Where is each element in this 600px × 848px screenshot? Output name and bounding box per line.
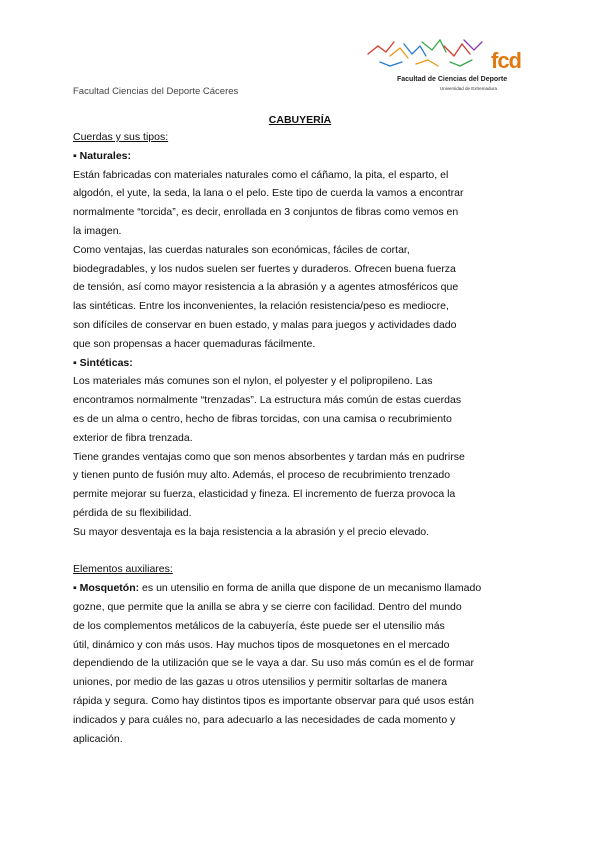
elementos-heading: Elementos auxiliares: (73, 563, 173, 576)
text-line: útil, dinámico y con más usos. Hay muchos tipos de mosquetones en el mercado (73, 638, 450, 651)
text-line: dependiendo de la utilización que se le vaya a dar. Su uso más común es el de formar (73, 657, 474, 670)
text-line: encontramos normalmente “trenzadas”. La estructura más común de estas cuerdas (73, 394, 462, 407)
text-line: la imagen. (73, 224, 122, 237)
logo-subcaption: Universidad de Extremadura (440, 86, 498, 91)
mosqueton-first-text: es un utensilio en forma de anilla que dispone de un mecanismo llamado (139, 582, 482, 595)
sinteticas-paragraph (73, 372, 513, 541)
text-line: pérdida de su flexibilidad. (73, 506, 192, 519)
text-line: las sintéticas. Entre los inconvenientes, la relación resistencia/peso es mediocre, (73, 300, 449, 313)
text-line: son difíciles de conservar en buen estado, y malas para juegos y actividades dado (73, 318, 457, 331)
document-body (73, 128, 513, 748)
naturales-paragraph (73, 166, 513, 354)
text-line: Tiene grandes ventajas como que son menos absorbentes y tardan más en pudrirse (73, 450, 465, 463)
text-line: biodegradables, y los nudos suelen ser fuertes y duraderos. Ofrecen buena fuerza (73, 262, 456, 275)
logo-caption: Facultad de Ciencias del Deporte (397, 76, 508, 83)
mosqueton-first-line (73, 579, 513, 598)
text-line: Su mayor desventaja es la baja resistencia a la abrasión y el precio elevado. (73, 525, 430, 538)
mosqueton-paragraph (73, 598, 513, 748)
text-line: aplicación. (73, 732, 123, 745)
logo-mark: fcd (491, 48, 521, 73)
paragraph-gap (73, 542, 513, 561)
text-line: de tensión, así como mayor resistencia a la abrasión y a agentes atmosféricos que (73, 281, 459, 294)
text-line: gozne, que permite que la anilla se abra y se cierre con facilidad. Dentro del mundo (73, 600, 462, 613)
text-line: Como ventajas, las cuerdas naturales son económicas, fáciles de cortar, (73, 243, 410, 256)
document-title: CABUYERÍA (268, 114, 332, 126)
text-line: rápida y segura. Como hay distintos tipos es importante observar para qué usos están (73, 694, 474, 707)
text-line: que son propensas a hacer quemaduras fácilmente. (73, 337, 316, 350)
sinteticas-label: ▪ Sintéticas: (73, 356, 133, 369)
text-line: algodón, el yute, la seda, la lana o el pelo. Este tipo de cuerda la vamos a encontrar (73, 187, 464, 200)
mosqueton-label: ▪ Mosquetón: (73, 582, 140, 595)
text-line: Están fabricadas con materiales naturales como el cáñamo, la pita, el esparto, el (73, 168, 449, 181)
text-line: exterior de fibra trenzada. (73, 431, 193, 444)
cuerdas-heading: Cuerdas y sus tipos: (73, 131, 169, 143)
text-line: indicados y para cuáles no, para adecuarlo a las necesidades de cada momento y (73, 713, 456, 726)
text-line: permite mejorar su fuerza, elasticidad y fineza. El incremento de fuerza provoca la (73, 488, 456, 501)
text-line: Los materiales más comunes son el nylon, el polyester y el polipropileno. Las (73, 375, 433, 388)
text-line: es de un alma o centro, hecho de fibras torcidas, con una camisa o recubrimiento (73, 412, 452, 425)
text-line: de los complementos metálicos de la cabuyería, éste puede ser el utensilio más (73, 619, 445, 632)
text-line: y tienen punto de fusión muy alto. Además, el proceso de recubrimiento trenzado (73, 469, 451, 482)
text-line: normalmente “torcida”, es decir, enrollada en 3 conjuntos de fibras como vemos en (73, 206, 459, 219)
naturales-label: ▪ Naturales: (73, 149, 131, 162)
header-institution: Facultad Ciencias del Deporte Cáceres (73, 86, 239, 97)
text-line: uniones, por medio de las gazas u otros utensilios y permitir soltarlas de manera (73, 676, 448, 689)
